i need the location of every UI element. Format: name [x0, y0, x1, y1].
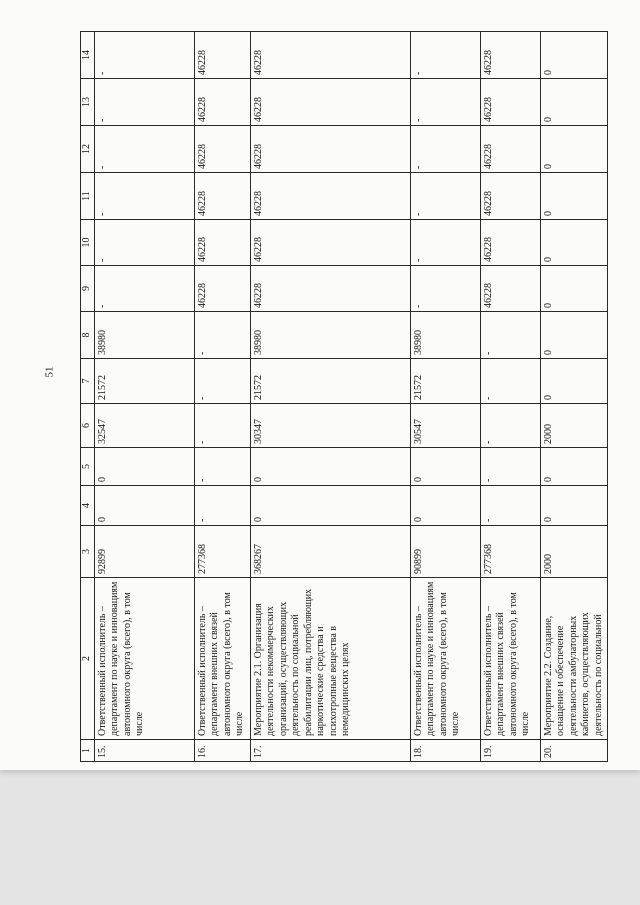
value-cell: 46228 — [250, 79, 410, 126]
value-cell: - — [194, 448, 250, 486]
table-row — [540, 32, 608, 762]
value-cell: - — [410, 32, 480, 79]
value-cell: - — [194, 486, 250, 526]
description-cell: Ответственный исполнитель – департамент внешних связей автономного округа (всего), в том числе — [480, 578, 540, 740]
value-cell: 46228 — [194, 79, 250, 126]
value-cell: 46228 — [250, 173, 410, 220]
value-cell: - — [194, 404, 250, 448]
header-cell: 12 — [81, 126, 95, 173]
value-cell: - — [94, 173, 194, 220]
description-cell: Ответственный исполнитель – департамент по науке и инновациям автономного округа (всего), в том числе — [94, 578, 194, 740]
row-number-cell: 18. — [410, 740, 480, 762]
value-cell: - — [94, 266, 194, 312]
header-cell: 14 — [81, 32, 95, 79]
value-cell: - — [194, 359, 250, 404]
value-cell: 46228 — [480, 220, 540, 266]
header-cell: 4 — [81, 486, 95, 526]
value-cell: 46228 — [194, 173, 250, 220]
value-cell: 0 — [540, 173, 608, 220]
value-cell: 2000 — [540, 526, 608, 578]
value-cell: 21572 — [250, 359, 410, 404]
value-cell: 38980 — [410, 312, 480, 359]
value-cell: 0 — [410, 486, 480, 526]
value-cell: 46228 — [480, 266, 540, 312]
value-cell: 46228 — [480, 79, 540, 126]
header-cell: 10 — [81, 220, 95, 266]
value-cell: - — [480, 448, 540, 486]
value-cell: 46228 — [194, 266, 250, 312]
value-cell: - — [480, 359, 540, 404]
value-cell: 0 — [540, 312, 608, 359]
budget-table — [80, 31, 608, 762]
value-cell: 46228 — [480, 126, 540, 173]
value-cell: 0 — [540, 359, 608, 404]
row-number-cell: 19. — [480, 740, 540, 762]
header-cell: 7 — [81, 359, 95, 404]
value-cell: 21572 — [410, 359, 480, 404]
header-cell: 6 — [81, 404, 95, 448]
header-cell: 9 — [81, 266, 95, 312]
description-cell: Мероприятие 2.2. Создание, оснащение и обеспечение деятельности амбулаторных кабинетов, осуществляющих деятельность по социальной — [540, 578, 608, 740]
table-row — [480, 32, 540, 762]
header-cell: 1 — [81, 740, 95, 762]
value-cell: 46228 — [250, 266, 410, 312]
header-cell: 5 — [81, 448, 95, 486]
value-cell: - — [94, 79, 194, 126]
value-cell: 0 — [250, 486, 410, 526]
value-cell: 2000 — [540, 404, 608, 448]
table-row — [194, 32, 250, 762]
value-cell: 277368 — [194, 526, 250, 578]
table-row — [250, 32, 410, 762]
header-cell: 13 — [81, 79, 95, 126]
value-cell: - — [410, 266, 480, 312]
value-cell: 46228 — [250, 32, 410, 79]
value-cell: 0 — [250, 448, 410, 486]
value-cell: 0 — [540, 486, 608, 526]
value-cell: - — [480, 404, 540, 448]
table-row — [410, 32, 480, 762]
header-cell: 2 — [81, 578, 95, 740]
table-viewport — [80, 32, 604, 762]
value-cell: 277368 — [480, 526, 540, 578]
value-cell: 46228 — [194, 32, 250, 79]
table-header-row — [81, 32, 95, 762]
value-cell: 46228 — [250, 126, 410, 173]
value-cell: 46228 — [194, 220, 250, 266]
value-cell: 0 — [540, 32, 608, 79]
row-number-cell: 20. — [540, 740, 608, 762]
value-cell: - — [480, 312, 540, 359]
value-cell: 368267 — [250, 526, 410, 578]
row-number-cell: 17. — [250, 740, 410, 762]
value-cell: - — [94, 32, 194, 79]
header-cell: 8 — [81, 312, 95, 359]
value-cell: 0 — [94, 448, 194, 486]
header-cell: 3 — [81, 526, 95, 578]
value-cell: 0 — [94, 486, 194, 526]
value-cell: 0 — [540, 126, 608, 173]
row-number-cell: 16. — [194, 740, 250, 762]
table-row — [94, 32, 194, 762]
value-cell: 30547 — [410, 404, 480, 448]
value-cell: 32547 — [94, 404, 194, 448]
value-cell: 46228 — [480, 173, 540, 220]
value-cell: 21572 — [94, 359, 194, 404]
value-cell: - — [194, 312, 250, 359]
value-cell: 46228 — [480, 32, 540, 79]
value-cell: 30347 — [250, 404, 410, 448]
description-cell: Ответственный исполнитель – департамент внешних связей автономного округа (всего), в том числе — [194, 578, 250, 740]
value-cell: - — [410, 220, 480, 266]
value-cell: 90899 — [410, 526, 480, 578]
row-number-cell: 15. — [94, 740, 194, 762]
rotated-table-container — [80, 32, 604, 762]
value-cell: 0 — [410, 448, 480, 486]
header-cell: 11 — [81, 173, 95, 220]
description-cell: Ответственный исполнитель – департамент по науке и инновациям автономного округа (всего), в том числе — [410, 578, 480, 740]
description-cell: Мероприятие 2.1. Организация деятельности некоммерческих организаций, осуществляющих деятельность по социальной реабилитации лиц, потребляющих наркотические средства и психотропные вещества в немедицинских целях — [250, 578, 410, 740]
value-cell: 38980 — [250, 312, 410, 359]
value-cell: 92899 — [94, 526, 194, 578]
value-cell: - — [94, 126, 194, 173]
value-cell: 46228 — [250, 220, 410, 266]
value-cell: 46228 — [194, 126, 250, 173]
value-cell: - — [410, 126, 480, 173]
value-cell: 0 — [540, 266, 608, 312]
value-cell: - — [410, 173, 480, 220]
value-cell: 0 — [540, 220, 608, 266]
value-cell: - — [480, 486, 540, 526]
value-cell: - — [410, 79, 480, 126]
page-number: 51 — [43, 366, 56, 378]
value-cell: 38980 — [94, 312, 194, 359]
value-cell: - — [94, 220, 194, 266]
value-cell: 0 — [540, 448, 608, 486]
value-cell: 0 — [540, 79, 608, 126]
